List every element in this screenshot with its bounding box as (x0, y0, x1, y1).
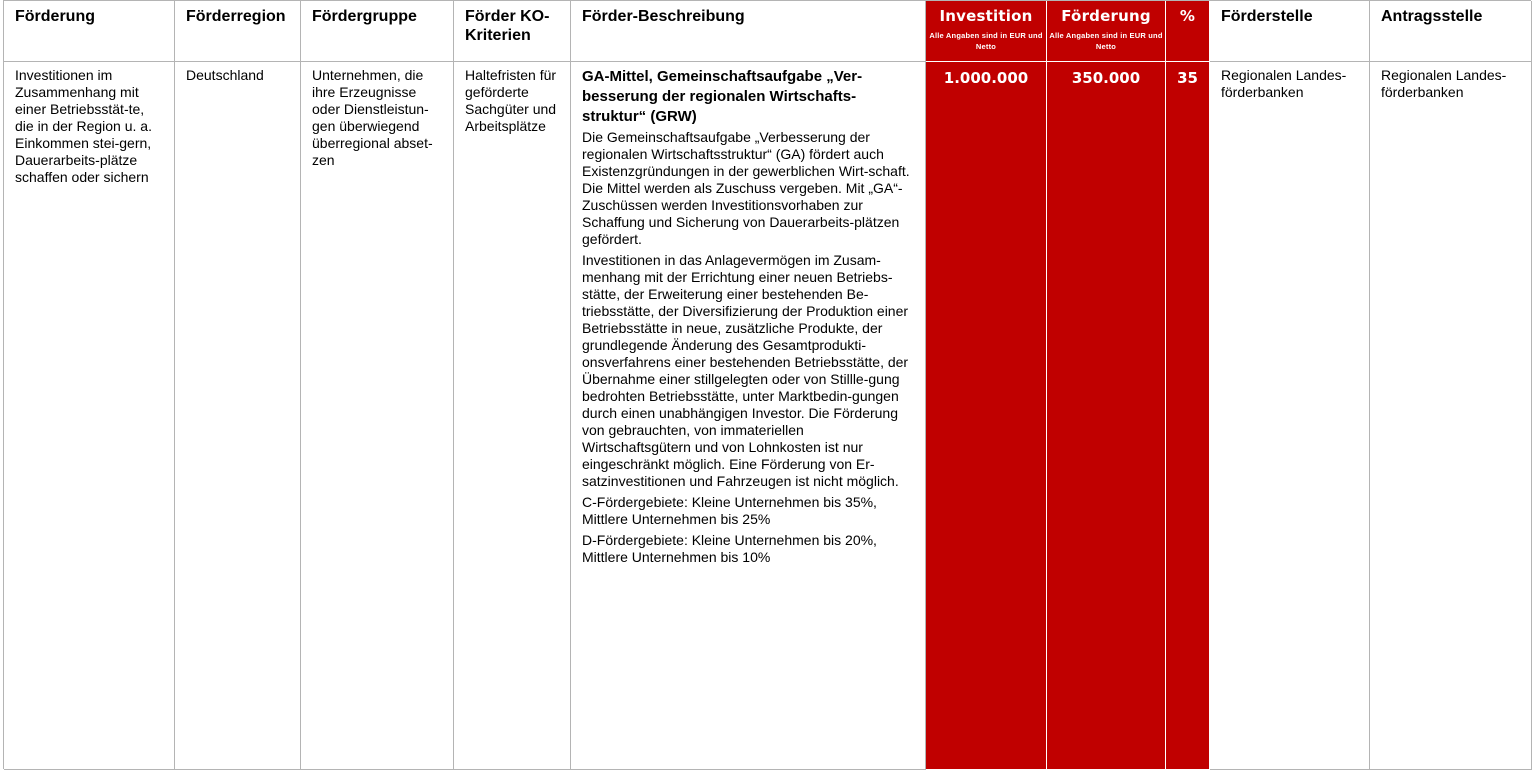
cell-foerderstelle: Regionalen Landes-förderbanken (1210, 62, 1370, 770)
header-ko-kriterien: Förder KO-Kriterien (454, 1, 571, 62)
header-investition-label: Investition (939, 7, 1033, 25)
beschreibung-paragraph-1: Die Gemeinschaftsaufgabe „Verbesserung der regionalen Wirtschaftsstruktur“ (GA) fördert auch Existenzgründungen in der gewerblichen Wirt-schaft. Die Mittel werden als Zuschuss vergeben. Mit „GA“-Zuschüssen werden Investitionsvorhaben zur Schaffung und Sicherung von Dauerarbeits-plätzen gefördert. (582, 129, 910, 247)
cell-antragsstelle: Regionalen Landes-förderbanken (1370, 62, 1532, 770)
cell-foerdergruppe: Unternehmen, die ihre Erzeugnisse oder Dienstleistun-gen überwiegend überregional abset-zen (301, 62, 454, 770)
header-foerdergruppe: Fördergruppe (301, 1, 454, 62)
header-beschreibung: Förder-Beschreibung (571, 1, 926, 62)
header-investition-note: Alle Angaben sind in EUR und Netto (929, 31, 1043, 51)
funding-table-grid (3, 0, 1531, 769)
cell-prozent: 35 (1166, 62, 1210, 770)
cell-foerderung: Investitionen im Zusammenhang mit einer Betriebsstät-te, die in der Region u. a. Einkommen stei-gern, Dauerarbeits-plätze schaffen oder sichern (4, 62, 175, 770)
header-foerderstelle: Förderstelle (1210, 1, 1370, 62)
header-foerderung: Förderung (4, 1, 175, 62)
cell-foerderung-betrag: 350.000 (1047, 62, 1166, 770)
cell-ko-kriterien: Haltefristen für geförderte Sachgüter und Arbeitsplätze (454, 62, 571, 770)
beschreibung-paragraph-4: D-Fördergebiete: Kleine Unternehmen bis 20%, Mittlere Unternehmen bis 10% (582, 532, 877, 565)
header-foerderung-betrag-label: Förderung (1061, 7, 1151, 25)
header-prozent: % (1166, 1, 1210, 62)
header-foerderregion: Förderregion (175, 1, 301, 62)
beschreibung-title: GA-Mittel, Gemeinschaftsaufgabe „Ver-besserung der regionalen Wirtschafts-struktur“ (GRW) (582, 68, 863, 125)
header-foerderung-betrag-note: Alle Angaben sind in EUR und Netto (1049, 31, 1163, 51)
header-investition (926, 1, 1047, 62)
cell-investition: 1.000.000 (926, 62, 1047, 770)
cell-beschreibung (571, 62, 926, 770)
header-foerderung-betrag (1047, 1, 1166, 62)
beschreibung-paragraph-3: C-Fördergebiete: Kleine Unternehmen bis 35%, Mittlere Unternehmen bis 25% (582, 494, 877, 527)
header-antragsstelle: Antragsstelle (1370, 1, 1532, 62)
cell-foerderregion: Deutschland (175, 62, 301, 770)
beschreibung-paragraph-2: Investitionen in das Anlagevermögen im Zusam-menhang mit der Errichtung einer neuen Betriebs-stätte, der Erweiterung einer bestehenden Be-triebsstätte, der Diversifizierung der Produktion einer Betriebsstätte in neue, zusätzliche Produkte, der grundlegende Änderung des Gesamtprodukti-onsverfahrens einer bestehenden Betriebsstätte, der Übernahme einer stillgelegten oder von Stillle-gung bedrohten Betriebsstätte, unter Marktbedin-gungen durch einen unabhängigen Investor. Die Förderung von gebrauchten, von immateriellen Wirtschaftsgütern und von Lohnkosten ist nur eingeschränkt möglich. Eine Förderung von Er-satzinvestitionen und Fahrzeugen ist nicht möglich. (582, 252, 909, 489)
